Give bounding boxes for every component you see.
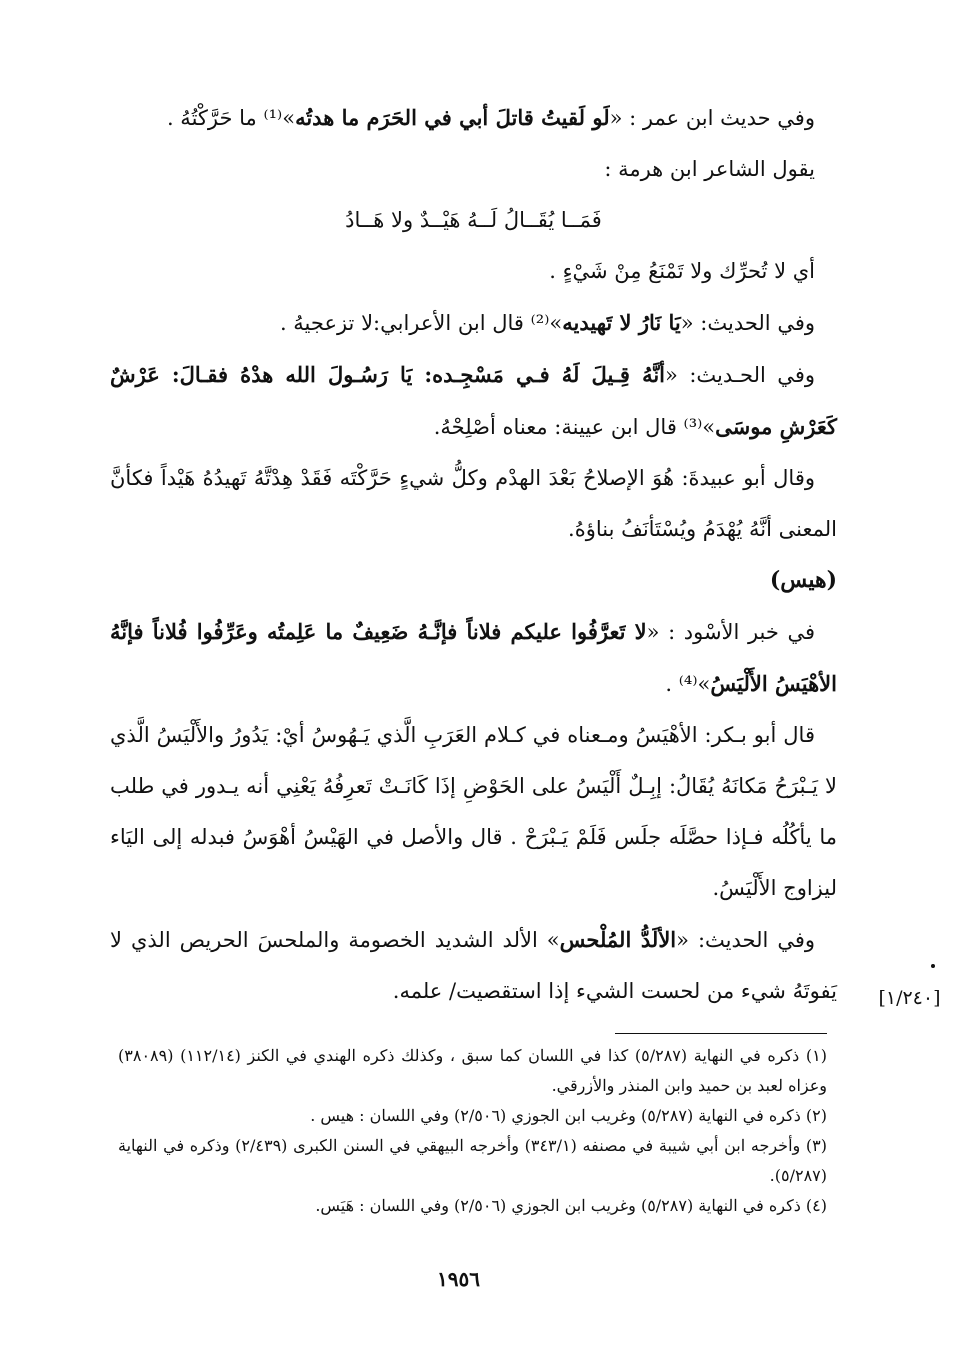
text-segment: وفي الحديث: « [676, 928, 815, 952]
text-segment: وفي الحـديث: « [665, 363, 815, 387]
paragraph-arsh-musa [110, 349, 837, 453]
text-segment: »⁽²⁾ قال ابن الأعرابي:لا تزعجيهُ . [279, 311, 563, 335]
text-segment: وفي حديث ابن عمر : « [609, 106, 815, 130]
page-number: ١٩٥٦ [437, 1267, 480, 1291]
text-segment: »⁽³⁾ قال ابن عيينة: معناه أصْلِحْهُ. [433, 415, 716, 439]
entry-heading: (هيس) [769, 567, 837, 593]
paragraph-ya-nar [110, 297, 837, 349]
hadith-quote: أنَّهُ قِـيلَ لَهُ فـي مَسْجِـده: يَا رَسُـولَ الله هدْهُ فقـالَ: عَرْشٌ كَعَرْشِ موسَى [110, 362, 837, 439]
paragraph-abu-ubayda: وقال أبو عبيدةَ: هُوَ الإصلاحُ بَعْدَ الهدْم وكلُّ شيءٍ حَرَّكْتَه فَقَدْ هِدْتَّهُ تَهيدُهُ هَيْداً فكأنَّ المعنى أنَّهُ يُهْدَمُ ويُسْتَأنَفُ بناؤهُ. [110, 466, 837, 541]
poetry-verse: فَمَــا يُقَــالُ لَــهُ هَيْــدٌ ولا هَــادُ [345, 208, 602, 232]
manuscript-folio-marker: [١/٢٤٠] [878, 987, 941, 1009]
paragraph-verse-meaning: أي لا تُحرِّك ولا تَمْنَعُ مِنْ شَيْءٍ . [549, 259, 815, 283]
paragraph-aladd [110, 914, 837, 1017]
footnotes [118, 1041, 827, 1221]
hadith-quote: لا تَعرَّفُوا عليكم فلاناً فإنَّـهُ ضَعِيفٌ ما عَلِمتُه وعَرِّفُوا فُلاناً فإنَّهُ الأهْيَسُ الأَلْيَسُ [110, 619, 837, 696]
main-text [110, 92, 837, 1017]
paragraph-abu-bakr: قال أبو بـكر: الأهْيَسُ ومـعناه في كـلام العَرَبِ الَّذي يَـهُوسُ أيْ: يَدُورُ والأَلْيَسُ الَّذي لا يَـبْرَحُ مَكانَهُ يُقَالُ: إبِـلٌ أَلْيَسُ على الحَوْضِ إذَا كَانَـتْ تَعرِفُهُ يَعْنِي أنه يـدور في طلب ما يأكُلُه فـإذا حصَّلَه جلَس فَلَمْ يَـبْرَحْ . قال والأصل في الهَيْسُ أهْوَسُ فبدله إلى اليَاء ليزاوج الأَلْيَسُ. [110, 723, 837, 900]
footnote-4: (٤) ذكره في النهاية (٥/٢٨٧) وغريب ابن الجوزي (٢/٥٠٦) وفي اللسان : هَيَس. [315, 1196, 827, 1215]
text-segment: وفي الحديث: « [680, 311, 815, 335]
hadith-quote: يَا نَارُ لا تَهيديه [562, 310, 681, 335]
footnote-1: (١) ذكره في النهاية (٥/٢٨٧) كذا في اللسان كما سبق ، وكذلك ذكره الهندي في الكنز (١١٢/١٤) (٣٨٠٨٩) وعزاه لعبد بن حميد وابن المنذر والأزرقي. [118, 1046, 827, 1095]
footnote-separator [615, 1033, 827, 1034]
footnote-3: (٣) وأخرجه ابن أبي شيبة في مصنفه (٣٤٣/١) وأخرجه البيهقي في السنن الكبرى (٢/٤٣٩) وذكره في النهاية (٥/٢٨٧). [118, 1136, 828, 1185]
paragraph-aswad [110, 606, 837, 710]
hadith-quote: الألَدُّ المُلْحس [559, 927, 677, 952]
paragraph-ibn-umar [110, 92, 837, 144]
paragraph-poet-intro: يقول الشاعر ابن هرمة : [604, 157, 815, 181]
text-segment: في خبر الأسْود : « [646, 620, 815, 644]
footnote-2: (٢) ذكره في النهاية (٥/٢٨٧) وغريب ابن الجوزي (٢/٥٠٦) وفي اللسان : هيس . [310, 1106, 827, 1125]
margin-dot [931, 964, 935, 968]
text-segment: » الألد الشديد الخصومة والملحسَ الحريص الذي لا يَفوتَهُ شيء من لحست الشيء إذا استقصيت/ علمه. [110, 928, 837, 1003]
text-segment: »⁽⁴⁾ . [665, 672, 711, 696]
text-segment: »⁽¹⁾ ما حَرَّكْتُهُ . [166, 106, 296, 130]
hadith-quote: لَو لَقيتُ قاتلَ أبي في الحَرَم ما هدتُه [295, 105, 610, 130]
